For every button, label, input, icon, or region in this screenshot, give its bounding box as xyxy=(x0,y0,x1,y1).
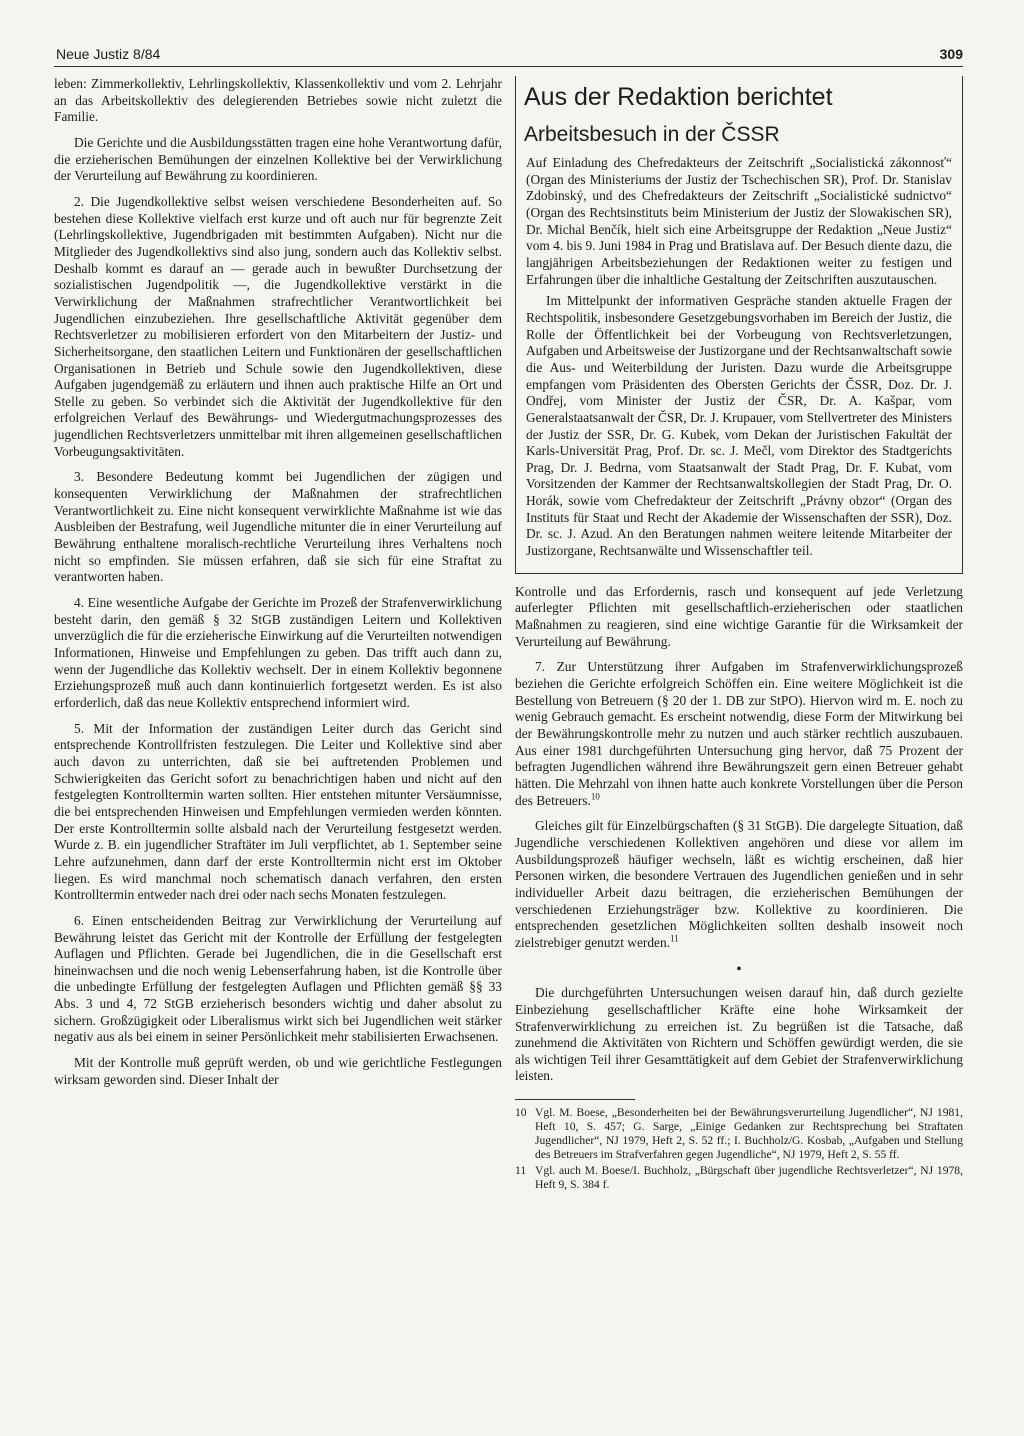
footnote-text: Vgl. auch M. Boese/I. Buchholz, „Bürgschaft über jugendliche Rechtsverletzer“, NJ 1978, Heft 9, S. 384 f. xyxy=(535,1164,963,1192)
body-paragraph: Die durchgeführten Untersuchungen weisen darauf hin, daß durch gezielte Einbeziehung gesellschaftlicher Kräfte eine hohe Wirksamkeit der Strafenverwirklichung zu erreichen ist. Zu begrüßen ist die Tatsache, daß zunehmend die Aktivitäten von Richtern und Schöffen gewürdigt werden, die sie als wichtigen Teil ihrer Gesamttätigkeit auf dem Gebiet der Strafenverwirklichung leisten. xyxy=(515,985,963,1084)
paragraph-text: 7. Zur Unterstützung ihrer Aufgaben im Strafenverwirklichungsprozeß beziehen die Gerichte erfolgreich Schöffen ein. Eine weitere Möglichkeit ist die Bestellung von Betreuern (§ 20 der 1. DB zur StPO). Hiervon wird m. E. noch zu wenig Gebrauch gemacht. Es erscheint notwendig, diese Form der Mitwirkung bei der Bewährungskontrolle mehr zu nutzen und auch stärker rechtlich auszubauen. Aus einer 1981 durchgeführten Untersuchung ging hervor, daß 75 Prozent der befragten Jugendlichen während ihre Bewährungszeit gern einen Betreuer gehabt hätten. Die Mehrzahl von ihnen hatte auch konkrete Vorstellungen über die Person des Betreuers. xyxy=(515,659,963,808)
page-number: 309 xyxy=(939,46,963,62)
footnote-number: 10 xyxy=(515,1106,527,1120)
box-title: Aus der Redaktion berichtet xyxy=(524,83,833,111)
left-column xyxy=(54,76,502,1097)
paragraph-text: Gleiches gilt für Einzelbürgschaften (§ 31 StGB). Die dargelegte Situation, daß Jugendliche verschiedenen Kollektiven angehören und diese vor allem im Ausbildungsprozeß häufiger wechseln, läßt es wichtig erscheinen, daß hier Personen wirken, die besondere Vertrauen des Jugendlichen genießen und in sehr individueller Arbeit dazu beitragen, die erzieherischen Bemühungen der verschiedenen Erziehungsträger bzw. Kollektive zu koordinieren. Die entsprechenden gesetzlichen Möglichkeiten sollten deshalb insoweit noch zielstrebiger genutzt werden. xyxy=(515,818,963,950)
page-header xyxy=(54,44,963,67)
right-column xyxy=(515,76,963,1194)
body-paragraph: 3. Besondere Bedeutung kommt bei Jugendlichen der zügigen und konsequenten Verwirklichung der Maßnahmen der strafrechtlichen Verantwortlichkeit zu. Eine nicht konsequent verwirklichte Maßnahme ist wie das Ausbleiben der Bestrafung, weil Jugendliche mitunter die in einer Verurteilung auf Bewährung enthaltene moralisch-rechtliche Verurteilung ihres Verhaltens noch nicht so empfinden. Sie müssen erfahren, daß sie sich für eine Straftat zu verantworten haben. xyxy=(54,469,502,585)
box-subtitle: Arbeitsbesuch in der ČSSR xyxy=(524,123,780,146)
footnote-ref: 10 xyxy=(590,791,600,802)
footnote-text: Vgl. M. Boese, „Besonderheiten bei der Bewährungsverurteilung Jugendlicher“, NJ 1981, Heft 10, S. 457; G. Sarge, „Einige Gedanken zur Rechtsprechung bei Straftaten Jugendlicher“, NJ 1979, Heft 2, S. 52 ff.; I. Buchholz/G. Kosbab, „Aufgaben und Stellung des Betreuers im Strafverfahren gegen Jugendliche“, NJ 1979, Heft 2, S. 55 ff. xyxy=(535,1106,963,1162)
section-separator: • xyxy=(736,960,742,976)
footnote xyxy=(515,1106,963,1162)
box-paragraph: Auf Einladung des Chefredakteurs der Zeitschrift „Socialistická zákonnosť“ (Organ des Ministeriums der Justiz der Tschechischen SR), Prof. Dr. Stanislav Zdobinský, und des Chefredakteurs der Zeitschrift „Socialistické sudnictvo“ (Organ des Rechtsinstituts beim Ministerium der Justiz der Slowakischen SR), Dr. Michal Benčík, hielt sich eine Arbeitsgruppe der Redaktion „Neue Justiz“ vom 4. bis 9. Juni 1984 in Prag und Bratislava auf. Der Besuch diente dazu, die langjährigen Arbeitsbeziehungen der Redaktionen weiter zu festigen und Erfahrungen über die inhaltliche Gestaltung der Zeitschriften auszutauschen. xyxy=(526,155,952,287)
journal-issue: Neue Justiz 8/84 xyxy=(56,46,161,62)
body-paragraph: Die Gerichte und die Ausbildungsstätten tragen eine hohe Verantwortung dafür, die erzieherischen Bemühungen der einzelnen Kollektive bei der Verwirklichung der Verurteilung auf Bewährung zu koordinieren. xyxy=(54,134,502,184)
footnote-ref: 11 xyxy=(670,933,679,944)
body-paragraph xyxy=(515,818,963,951)
body-paragraph: 6. Einen entscheidenden Beitrag zur Verwirklichung der Verurteilung auf Bewährung leistet das Gericht mit der Kontrolle der Erfüllung der festgelegten Auflagen und Pflichten. Gerade bei Jugendlichen, die in die Gesellschaft erst hineinwachsen und die noch wenig Lebenserfahrung haben, ist die Kontrolle über die unbedingte Erfüllung der festgelegten Auflagen und Pflichten gemäß §§ 33 Abs. 3 und 4, 72 StGB erzieherisch besonders wichtig und daher absolut zu sichern. Großzügigkeit oder Liberalismus wirkt sich bei Jugendlichen weit stärker negativ aus als bei einem in seiner Persönlichkeit mehr stabilisierten Erwachsenen. xyxy=(54,912,502,1045)
body-paragraph: Mit der Kontrolle muß geprüft werden, ob und wie gerichtliche Festlegungen wirksam geworden sind. Dieser Inhalt der xyxy=(54,1055,502,1087)
box-paragraph: Im Mittelpunkt der informativen Gespräche standen aktuelle Fragen der Rechtspolitik, insbesondere Gesetzgebungsvorhaben im Bereich der Justiz, die Rolle der Öffentlichkeit bei der Vorbeugung von Rechtsverletzungen, Aufgaben und Arbeitsweise der Justizorgane und der Rechtsanwaltschaft sowie die Aus- und Weiterbildung der Juristen. Dazu wurde die Arbeitsgruppe empfangen vom Präsidenten des Obersten Gerichts der ČSSR, Doz. Dr. J. Ondřej, vom Minister der Justiz der ČSR, Dr. A. Kašpar, vom Generalstaatsanwalt der ČSR, Dr. J. Krupauer, vom Stellvertreter des Ministers der Justiz der SSR, Dr. G. Kubek, vom Dekan der Juristischen Fakultät der Karls-Universität Prag, Prof. Dr. sc. J. Mečl, vom Direktor des Stadtgerichts Prag, Dr. J. Bedrna, vom Staatsanwalt der Stadt Prag, Dr. F. Kubat, vom Vorsitzenden der Kammer der Rechtsanwaltskollegien der Stadt Prag, Dr. O. Horák, sowie vom Chefredakteur der Zeitschrift „Právny obzor“ (Organ des Instituts für Staat und Recht der Akademie der Wissenschaften der SSR), Doz. Dr. sc. J. Azud. An den Beratungen nahmen weitere leitende Mitarbeiter der Justizorgane, Rechtsanwälte und Wissenschaftler teil. xyxy=(526,293,952,559)
footnote xyxy=(515,1164,963,1192)
footnote-rule xyxy=(515,1099,635,1100)
footnote-number: 11 xyxy=(515,1164,527,1178)
body-paragraph: 5. Mit der Information der zuständigen Leiter durch das Gericht sind entsprechende Kontrollfristen festzulegen. Die Leiter und Kollektive sind aber auch davon zu unterrichten, daß sie bei auftretenden Problemen und Schwierigkeiten das Gericht sofort zu benachrichtigen haben und nicht auf den festgelegten Kontrolltermin warten sollten. Hier entstehen mitunter Versäumnisse, die bei entsprechenden Hinweisen und Empfehlungen vermieden werden könnten. Der erste Kontrolltermin sollte alsbald nach der Verurteilung festgesetzt werden. Wurde z. B. ein jugendlicher Straftäter im Juli verpflichtet, ab 1. September seine Lehre aufzunehmen, dann darf der erste Kontrolltermin nicht erst im Oktober liegen. Es wird manchmal noch schematisch danach verfahren, den ersten Kontrolltermin entweder nach drei oder nach sechs Monaten festzulegen. xyxy=(54,720,502,903)
body-paragraph: Kontrolle und das Erfordernis, rasch und konsequent auf jede Verletzung auferlegter Pflichten mit gesellschaftlich-erzieherischen oder staatlichen Maßnahmen zu reagieren, sind eine wichtige Garantie für die Wirksamkeit der Verurteilung auf Bewährung. xyxy=(515,583,963,649)
body-paragraph xyxy=(515,659,963,809)
body-paragraph: leben: Zimmerkollektiv, Lehrlingskollektiv, Klassenkollektiv und vom 2. Lehrjahr an das Arbeitskollektiv des delegierenden Betriebes sowie nicht zuletzt die Familie. xyxy=(54,76,502,125)
editorial-box xyxy=(515,76,963,574)
body-paragraph: 4. Eine wesentliche Aufgabe der Gerichte im Prozeß der Strafenverwirklichung besteht darin, den gemäß § 32 StGB zuständigen Leitern und Kollektiven unverzüglich die für die erzieherische Einwirkung auf die Verurteilten notwendigen Informationen, Hinweise und Empfehlungen zu geben. Das trifft auch dann zu, wenn der Jugendliche das Kollektiv wechselt. Der in einem Kollektiv begonnene Erziehungsprozeß muß auch dann kontinuierlich fortgesetzt werden. Es ist also erforderlich, daß das neue Kollektiv entsprechend informiert wird. xyxy=(54,595,502,710)
body-paragraph: 2. Die Jugendkollektive selbst weisen verschiedene Besonderheiten auf. So bestehen diese Kollektive vielfach erst kurze und oft auch nur für begrenzte Zeit (Lehrlingskollektive, Jugendbrigaden mit bestimmten Aufgaben). Nicht nur die Mitglieder des Jugendkollektivs sind also jung, sondern auch das Kollektiv selbst. Deshalb kommt es darauf an — gerade auch in bewußter Durchsetzung der sozialistischen Jugendpolitik —, die Jugendkollektive verstärkt in die Verwirklichung der Maßnahmen strafrechtlicher Verantwortlichkeit bei Jugendlichen einzubeziehen. Ihre gesellschaftliche Aktivität gegenüber dem Rechtsverletzer zu mobilisieren erfordert von den Mitarbeitern der Justiz- und Sicherheitsorgane, den staatlichen Leitern und Funktionären der gesellschaftlichen Organisationen in Betrieb und Schule sowie den Jugendkollektiven, diese Aufgaben jugendgemäß zu erläutern und ihnen auch praktische Hilfe an Ort und Stelle zu geben. So verbindet sich die Aktivität der Jugendkollektive für den erfolgreichen Verlauf des Bewährungs- und Wiedergutmachungsprozesses des jugendlichen Rechtsverletzers unmittelbar mit ihren allgemeinen gesellschaftlichen Vorbeugungsaktivitäten. xyxy=(54,193,502,459)
